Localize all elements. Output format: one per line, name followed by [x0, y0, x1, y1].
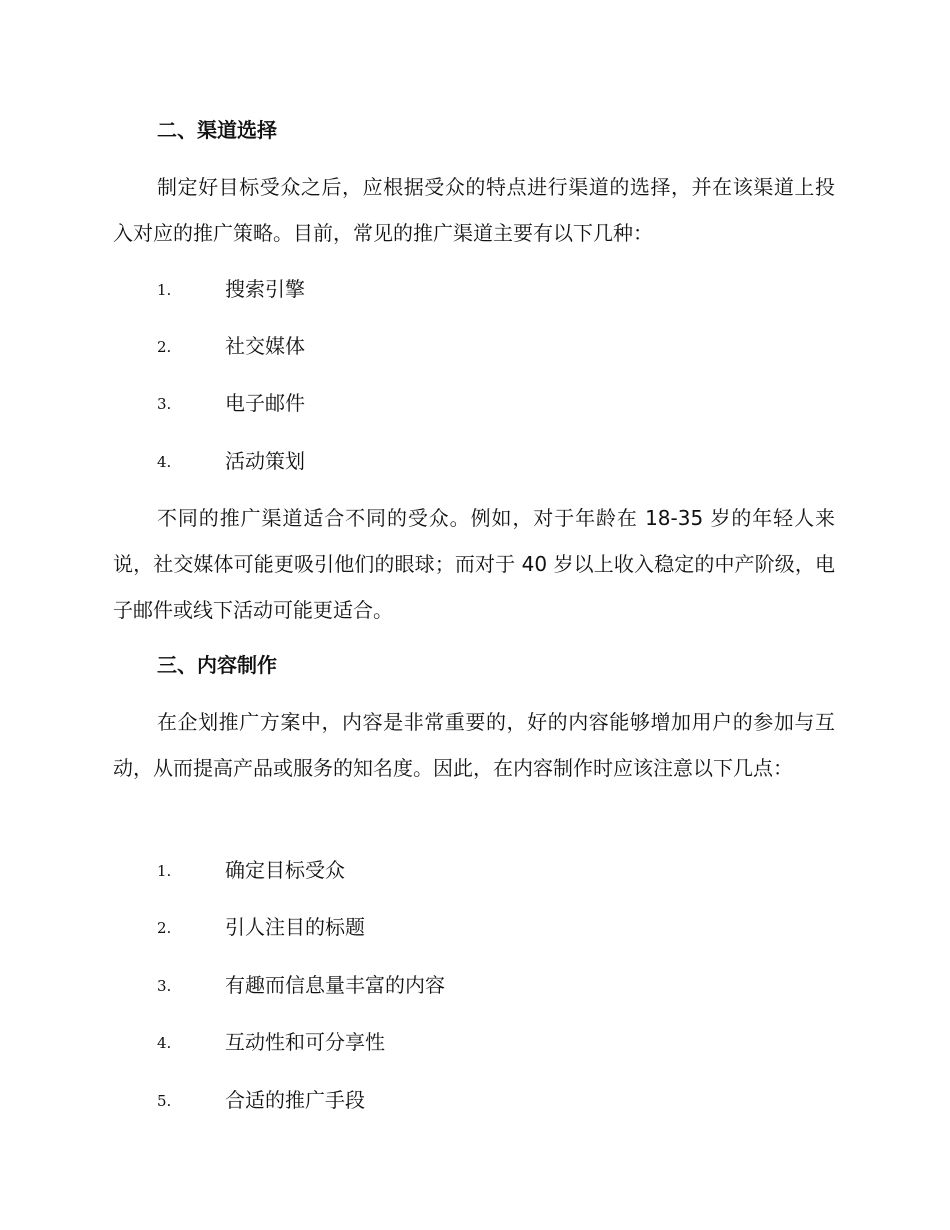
body-paragraph: 在企划推广方案中，内容是非常重要的，好的内容能够增加用户的参加与互动，从而提高产品或服务的知名度。因此，在内容制作时应该注意以下几点： — [113, 710, 835, 780]
body-paragraph: 制定好目标受众之后，应根据受众的特点进行渠道的选择，并在该渠道上投入对应的推广策略。目前，常见的推广渠道主要有以下几种： — [113, 175, 835, 245]
body-paragraph: 不同的推广渠道适合不同的受众。例如，对于年龄在 18-35 岁的年轻人来说，社交媒体可能更吸引他们的眼球；而对于 40 岁以上收入稳定的中产阶级，电子邮件或线下活动可能更适合。 — [113, 506, 835, 622]
list-number: 2. — [157, 919, 172, 937]
list-text: 有趣而信息量丰富的内容 — [225, 973, 445, 997]
list-text: 搜索引擎 — [225, 277, 305, 301]
list-number: 1. — [157, 862, 172, 880]
list-number: 5. — [157, 1092, 172, 1110]
list-text: 引人注目的标题 — [225, 915, 365, 939]
section-heading: 三、内容制作 — [157, 653, 277, 677]
section-heading: 二、渠道选择 — [157, 118, 277, 142]
list-number: 2. — [157, 338, 172, 356]
list-text: 活动策划 — [225, 449, 305, 473]
list-text: 合适的推广手段 — [225, 1088, 365, 1112]
list-text: 确定目标受众 — [225, 858, 345, 882]
list-text: 互动性和可分享性 — [225, 1030, 385, 1054]
list-number: 4. — [157, 453, 172, 471]
list-text: 社交媒体 — [225, 334, 305, 358]
list-number: 3. — [157, 395, 172, 413]
list-number: 4. — [157, 1034, 172, 1052]
list-text: 电子邮件 — [225, 391, 305, 415]
list-number: 1. — [157, 281, 172, 299]
list-number: 3. — [157, 977, 172, 995]
